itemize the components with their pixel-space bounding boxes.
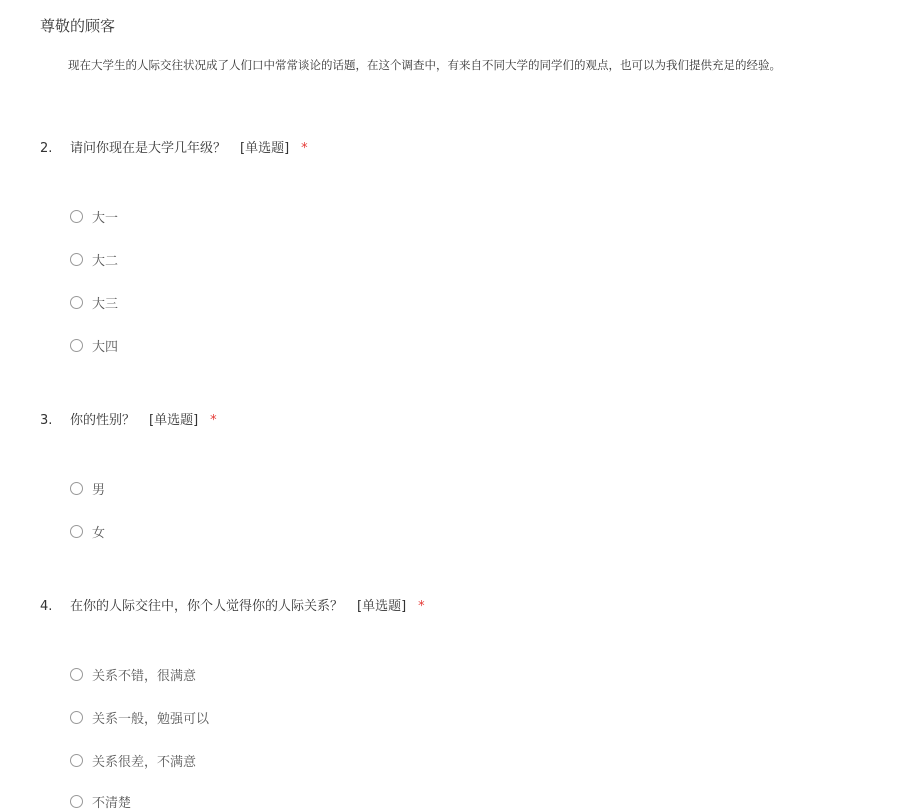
- option-label: 女: [92, 526, 106, 541]
- question-type-badge: [单选题]: [149, 413, 199, 428]
- option-q4-3[interactable]: [70, 751, 196, 770]
- radio-button[interactable]: [70, 668, 83, 681]
- radio-button[interactable]: [70, 795, 83, 808]
- question-number: 2.: [40, 141, 53, 156]
- question-number: 4.: [40, 599, 53, 614]
- option-label: 大二: [92, 254, 119, 269]
- radio-button[interactable]: [70, 339, 83, 352]
- question-type-badge: [单选题]: [240, 141, 290, 156]
- option-label: 男: [92, 483, 106, 498]
- option-label: 关系一般，勉强可以: [92, 712, 210, 727]
- option-q3-1[interactable]: [70, 479, 105, 498]
- radio-button[interactable]: [70, 482, 83, 495]
- option-label: 大四: [92, 340, 119, 355]
- option-label: 不清楚: [92, 796, 132, 811]
- greeting-title: 尊敬的顾客: [40, 17, 116, 35]
- option-q3-2[interactable]: [70, 522, 105, 541]
- radio-button[interactable]: [70, 754, 83, 767]
- question-3: [40, 409, 217, 428]
- question-text: 你的性别？: [70, 413, 136, 428]
- option-q2-1[interactable]: [70, 207, 118, 226]
- required-marker: *: [301, 141, 308, 156]
- option-label: 关系不错，很满意: [92, 669, 197, 684]
- option-label: 大三: [92, 297, 119, 312]
- radio-button[interactable]: [70, 711, 83, 724]
- question-number: 3.: [40, 413, 53, 428]
- option-label: 大一: [92, 211, 119, 226]
- option-q2-2[interactable]: [70, 250, 118, 269]
- option-q2-4[interactable]: [70, 336, 118, 355]
- option-q4-4[interactable]: [70, 792, 131, 811]
- survey-intro: 现在大学生的人际交往状况成了人们口中常常谈论的话题，在这个调查中，有来自不同大学的同学们的观点，也可以为我们提供充足的经验。: [68, 58, 781, 72]
- question-text: 请问你现在是大学几年级？: [70, 141, 227, 156]
- radio-button[interactable]: [70, 253, 83, 266]
- question-text: 在你的人际交往中，你个人觉得你的人际关系？: [70, 599, 344, 614]
- option-q2-3[interactable]: [70, 293, 118, 312]
- question-type-badge: [单选题]: [357, 599, 407, 614]
- radio-button[interactable]: [70, 525, 83, 538]
- question-2: [40, 137, 308, 156]
- radio-button[interactable]: [70, 210, 83, 223]
- option-q4-1[interactable]: [70, 665, 196, 684]
- question-4: [40, 595, 425, 614]
- required-marker: *: [418, 599, 425, 614]
- option-q4-2[interactable]: [70, 708, 209, 727]
- required-marker: *: [210, 413, 217, 428]
- radio-button[interactable]: [70, 296, 83, 309]
- option-label: 关系很差，不满意: [92, 755, 197, 770]
